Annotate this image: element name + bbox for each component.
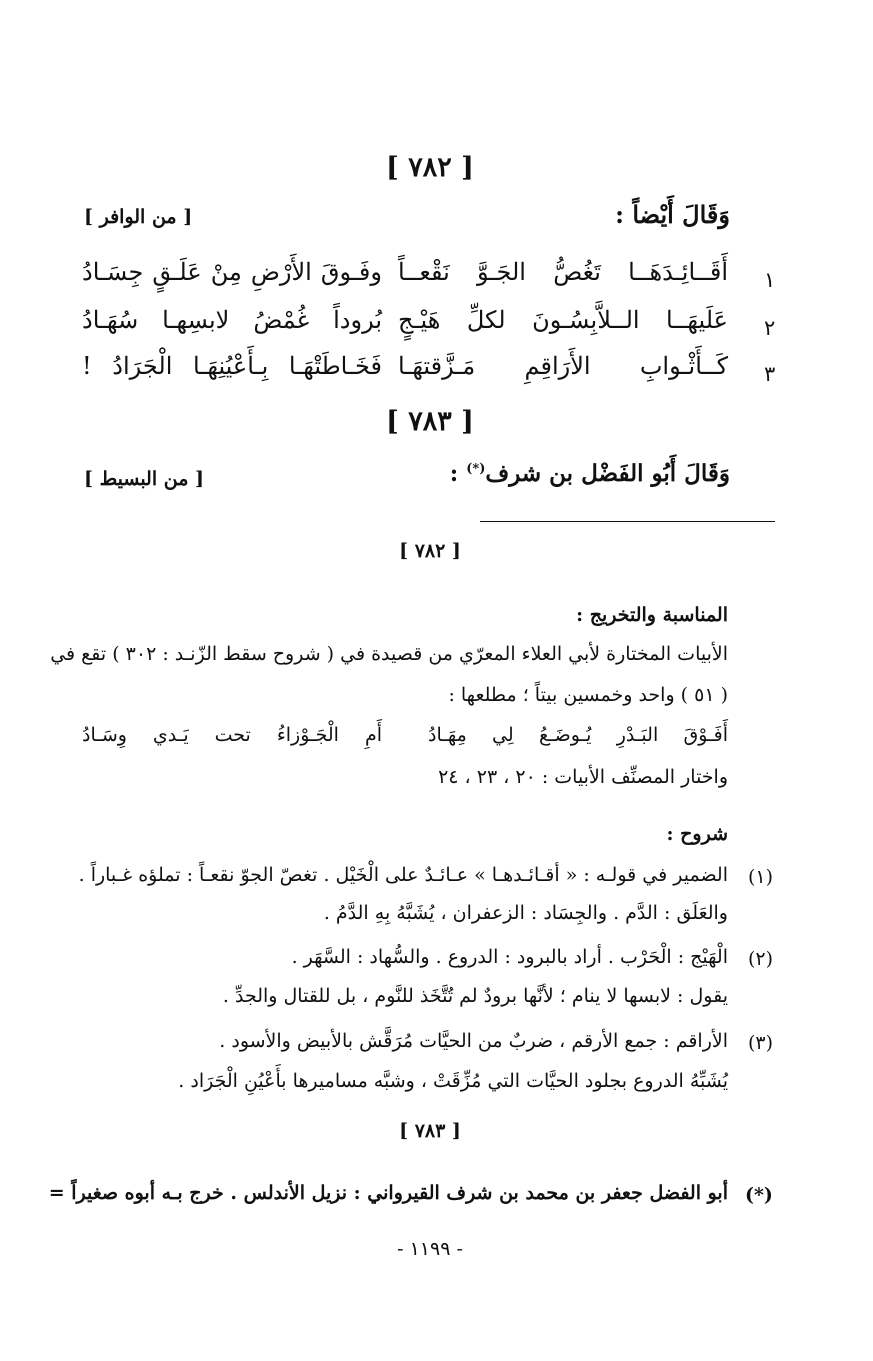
munasaba-heading: المناسبة والتخريج : bbox=[576, 604, 728, 626]
notes-separator-rule bbox=[480, 521, 775, 522]
verse-2-ajz: بُروداً غُمْضُ لابسِهـا سُهَـادُ bbox=[82, 306, 382, 334]
poem-783-intro-colon: : bbox=[449, 460, 467, 487]
munasaba-line-1: الأبيات المختارة لأبي العلاء المعرّي من قصيدة في ( شروح سقط الزّنـد : ٣٠٢ ) تقع في bbox=[50, 643, 728, 665]
verse-3-sadr: كَــأَثْـوابِ الأَرَاقِمِ مَـزَّقتهَـا bbox=[398, 352, 728, 380]
matla-sadr: أَفَـوْقَ البَـدْرِ يُـوضَـعُ لِي مِهَـادُ bbox=[428, 724, 728, 746]
notes-ref-783: [ ٧٨٣ ] bbox=[399, 1120, 461, 1142]
sharh-2-line-1: الْهَيْج : الْحَرْب . أراد بالبرود : الدروع . والسُّهاد : السَّهَر . bbox=[291, 946, 728, 968]
poem-783-meter: [ من البسيط ] bbox=[84, 468, 204, 490]
matla-ajz: أَمِ الْجَـوْزاءُ تحت يَـدي وِسَـادُ bbox=[82, 724, 382, 746]
verse-1-ajz: وفَـوقَ الأَرْضِ مِنْ عَلَـقٍ جِسَـادُ bbox=[82, 258, 382, 286]
verse-number-3: ٣ bbox=[764, 362, 776, 386]
sharh-3-line-2: يُشَبِّهُ الدروع بجلود الحيَّات التي مُزِّقَتْ ، وشبَّه مساميرها بأَعْيُنِ الْجَرَاد . bbox=[178, 1070, 728, 1092]
poem-783-intro bbox=[450, 460, 730, 487]
sharh-2-line-2: يقول : لابسها لا ينام ؛ لأنَّها برودٌ لم تُتَّخَذ للنَّوم ، بل للقتال والجدِّ . bbox=[222, 985, 728, 1007]
poem-number-782: [ ٧٨٢ ] bbox=[386, 152, 474, 183]
munasaba-line-2: ( ٥١ ) واحد وخمسين بيتاً ؛ مطلعها : bbox=[448, 684, 728, 706]
verse-1-sadr: أَقَــائِـدَهَــا تَغُصُّ الجَـوَّ نَقْعــاً bbox=[398, 258, 728, 286]
verse-2-sadr: عَلَيهَــا الــلاَّبِسُـونَ لكلِّ هَيْـجٍ bbox=[398, 306, 728, 334]
poem-783-intro-text: وَقَالَ أَبُو الفَضْل بن شرف bbox=[485, 460, 730, 487]
biography-footnote: أبو الفضل جعفر بن محمد بن شرف القيرواني : نزيل الأندلس . خرج بـه أبوه صغيراً = bbox=[48, 1182, 728, 1204]
poem-782-meter: [ من الوافر ] bbox=[84, 206, 193, 228]
verse-number-1: ١ bbox=[764, 268, 776, 292]
poem-783-intro-footnote-mark: (*) bbox=[466, 461, 486, 477]
sharh-1-line-1: الضمير في قولـه : « أقـائـدهـا » عـائـدٌ على الْخَيْل . تغصّ الجوّ نقعـاً : تملؤه غـباراً . bbox=[78, 864, 728, 886]
poem-782-intro: وَقَالَ أَيْضاً : bbox=[615, 200, 730, 229]
notes-ref-782: [ ٧٨٢ ] bbox=[399, 540, 461, 562]
sharh-number-2: (٢) bbox=[748, 948, 774, 970]
verse-number-2: ٢ bbox=[764, 316, 776, 340]
sharh-number-1: (١) bbox=[748, 866, 774, 888]
verse-3-ajz: فَخَـاطَتْهَـا بِـأَعْيُنِهَـا الْجَرَادُ ! bbox=[82, 352, 382, 380]
page-number: - ١١٩٩ - bbox=[397, 1238, 463, 1260]
footnote-mark: (*) bbox=[745, 1184, 773, 1206]
selected-verses-line: واختار المصنِّف الأبيات : ٢٠ ، ٢٣ ، ٢٤ bbox=[438, 766, 728, 788]
poem-number-783: [ ٧٨٣ ] bbox=[386, 406, 474, 437]
sharh-1-line-2: والعَلَق : الدَّم . والجِسَاد : الزعفران ، يُشَبَّهُ بِهِ الدَّمُ . bbox=[323, 902, 728, 924]
sharh-3-line-1: الأراقم : جمع الأرقم ، ضربٌ من الحيَّات مُرَقَّش بالأبيض والأسود . bbox=[219, 1030, 728, 1052]
sharh-number-3: (٣) bbox=[748, 1032, 774, 1054]
shuruh-heading: شروح : bbox=[666, 823, 728, 845]
